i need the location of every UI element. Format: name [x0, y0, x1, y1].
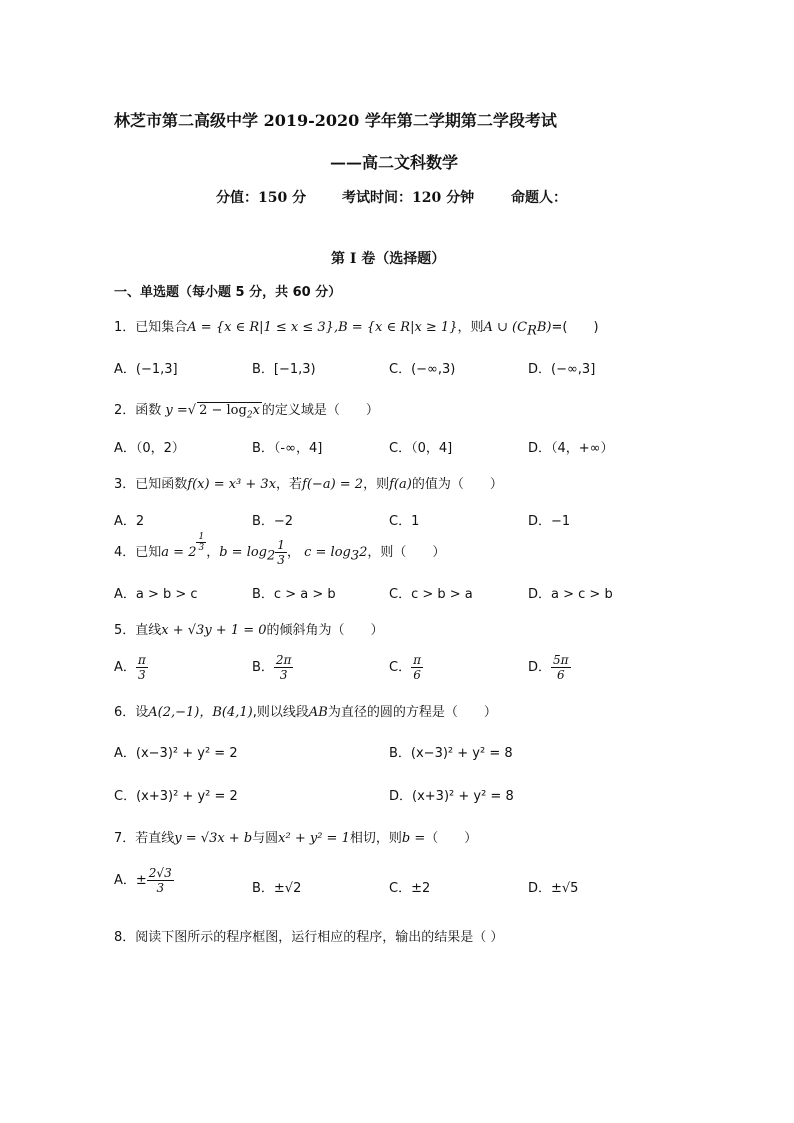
q5-b-num: 2π: [275, 653, 292, 667]
q7-option-b: B．±√2: [252, 881, 302, 896]
q7-option-a-label: A．±: [114, 873, 147, 888]
question-2-prefix: 2．函数: [114, 403, 162, 418]
question-6-mid: ,则以线段: [252, 705, 309, 720]
q2-option-a: A．（0，2）: [114, 441, 185, 456]
question-7-mid: 与圆: [252, 831, 279, 846]
q5-option-b: [252, 653, 293, 682]
question-4: [114, 532, 446, 567]
q4-option-a: A．a > b > c: [114, 587, 198, 602]
question-4-prefix: 4．已知: [114, 545, 162, 560]
q7-a-den: 3: [156, 881, 165, 895]
q2-option-b: B．（-∞，4]: [252, 441, 323, 456]
q5-option-c-label: C．: [389, 660, 412, 675]
question-7-math2: x² + y² = 1: [278, 831, 350, 846]
question-3-prefix: 3．已知函数: [114, 477, 188, 492]
question-7-mid2: 相切，则: [349, 831, 402, 846]
question-7-math: y = √3x + b: [174, 831, 253, 846]
q5-option-a: [114, 653, 148, 682]
question-4-b: b = log: [219, 545, 268, 560]
q6-option-c: C．(x+3)² + y² = 2: [114, 789, 238, 804]
question-2-sqrt-sub: 2: [246, 410, 253, 421]
question-1-prefix: 1．已知集合: [114, 320, 188, 335]
question-2-math: y =: [165, 403, 188, 418]
question-4-b-sub: 2: [267, 548, 276, 564]
time-label: 考试时间：120 分钟: [342, 190, 475, 206]
q5-option-c-frac: [411, 653, 423, 682]
q3-option-a: A．2: [114, 514, 145, 529]
author-label: 命题人：: [511, 190, 567, 206]
q5-d-den: 6: [556, 668, 565, 682]
question-6-math2: AB: [308, 705, 328, 720]
q5-option-b-label: B．: [252, 660, 274, 675]
q5-option-d: [528, 653, 571, 682]
question-4-b-num: 1: [277, 538, 285, 552]
question-2: 2．函数 y =√ $2 - \log_2x$ 的定义域是（ ）: [114, 403, 379, 421]
question-2-suffix: 的定义域是（ ）: [261, 403, 379, 418]
question-6-suffix: 为直径的圆的方程是（ ）: [327, 705, 497, 720]
question-8: 8．阅读下图所示的程序框图，运行相应的程序，输出的结果是（ ）: [114, 930, 504, 945]
q5-option-d-label: D．: [528, 660, 552, 675]
q6-option-b: B．(x−3)² + y² = 8: [389, 746, 513, 761]
q7-option-d: D．±√5: [528, 881, 579, 896]
question-4-sep1: ，: [206, 545, 220, 560]
question-3-math: f(x) = x³ + 3x: [187, 477, 277, 492]
exam-subtitle: ——高二文科数学: [330, 153, 459, 172]
q7-option-c: C．±2: [389, 881, 431, 896]
question-3-mid: ，若: [276, 477, 303, 492]
question-5: [114, 619, 384, 638]
score-label: 分值：150 分: [216, 190, 307, 206]
question-4-exponent: [196, 532, 206, 553]
question-6-prefix: 6．设: [114, 705, 149, 720]
q5-a-num: π: [137, 653, 146, 667]
question-1-math2-end: B): [536, 320, 552, 335]
question-3-suffix: 的值为（ ）: [411, 477, 503, 492]
q5-option-d-frac: [551, 653, 571, 682]
question-7-prefix: 7．若直线: [114, 831, 175, 846]
q6-option-d: D．(x+3)² + y² = 8: [389, 789, 514, 804]
q5-d-num: 5π: [553, 653, 569, 667]
q4-option-b: B．c > a > b: [252, 587, 336, 602]
q2-option-c: C．（0，4]: [389, 441, 453, 456]
q3-option-d: D．−1: [528, 514, 571, 529]
q4-option-d: D．a > c > b: [528, 587, 613, 602]
question-3-math3: f(a): [389, 477, 412, 492]
question-5-suffix: 的倾斜角为（ ）: [266, 623, 384, 638]
q1-option-d: D．(−∞,3]: [528, 362, 596, 377]
question-2-sqrt-end: x: [252, 403, 260, 418]
question-1-sub: R: [527, 323, 537, 339]
question-4-b-den: 3: [277, 553, 285, 567]
q7-option-a-frac: [147, 866, 174, 895]
volume-title: 第 I 卷（选择题）: [331, 251, 446, 267]
q7-option-a: [114, 866, 174, 895]
question-4-exp-num: 1: [198, 532, 205, 542]
question-1-math: A = {x ∈ R|1 ≤ x ≤ 3},B = {x ∈ R|x ≥ 1}: [187, 320, 458, 335]
question-4-c-sub: 3: [350, 548, 360, 564]
question-1: [114, 316, 599, 339]
question-2-sqrt: [197, 402, 262, 421]
question-1-suffix: =( ): [551, 320, 599, 335]
q5-c-num: π: [413, 653, 421, 667]
q3-option-c: C．1: [389, 514, 420, 529]
q4-option-c: C．c > b > a: [389, 587, 473, 602]
question-4-a: a = 2: [161, 545, 197, 560]
question-7-suffix: （ ）: [425, 831, 478, 846]
question-1-math2: A ∪ (C: [483, 320, 528, 335]
question-6-math: A(2,−1)，B(4,1): [148, 705, 253, 720]
question-1-mid: ，则: [457, 320, 484, 335]
section-title: 一、单选题（每小题 5 分，共 60 分）: [114, 285, 342, 300]
q3-option-b: B．−2: [252, 514, 294, 529]
question-7-math3: b =: [401, 831, 426, 846]
question-2-sqrt-body: 2 − log: [199, 403, 247, 418]
question-4-c: c = log: [304, 545, 351, 560]
q5-option-c: [389, 653, 423, 682]
q5-b-den: 3: [279, 668, 288, 682]
q1-option-b: B．[−1,3): [252, 362, 316, 377]
q5-option-b-frac: [274, 653, 294, 682]
question-4-c-end: 2: [359, 545, 368, 560]
q2-option-d: D．（4，+∞）: [528, 441, 614, 456]
q1-option-a: A．(−1,3]: [114, 362, 178, 377]
q5-a-den: 3: [138, 668, 146, 682]
question-5-math: x + √3y + 1 = 0: [161, 623, 267, 638]
q5-c-den: 6: [413, 668, 421, 682]
q7-a-num: 2√3: [148, 866, 172, 880]
question-6: [114, 701, 497, 720]
question-4-exp-den: 3: [198, 543, 205, 553]
q5-option-a-label: A．: [114, 660, 136, 675]
q6-option-a: A．(x−3)² + y² = 2: [114, 746, 238, 761]
question-3-mid2: ，则: [363, 477, 390, 492]
question-7: [114, 827, 477, 846]
question-4-sep2: ，: [286, 545, 300, 560]
question-4-suffix: ，则（ ）: [367, 545, 446, 560]
exam-title: 林芝市第二高级中学 2019-2020 学年第二学期第二学段考试: [114, 111, 557, 130]
question-3: [114, 473, 503, 492]
question-5-prefix: 5．直线: [114, 623, 162, 638]
q5-option-a-frac: [136, 653, 148, 682]
q1-option-c: C．(−∞,3): [389, 362, 456, 377]
question-3-math2: f(−a) = 2: [302, 477, 364, 492]
question-4-b-frac: [275, 538, 287, 567]
